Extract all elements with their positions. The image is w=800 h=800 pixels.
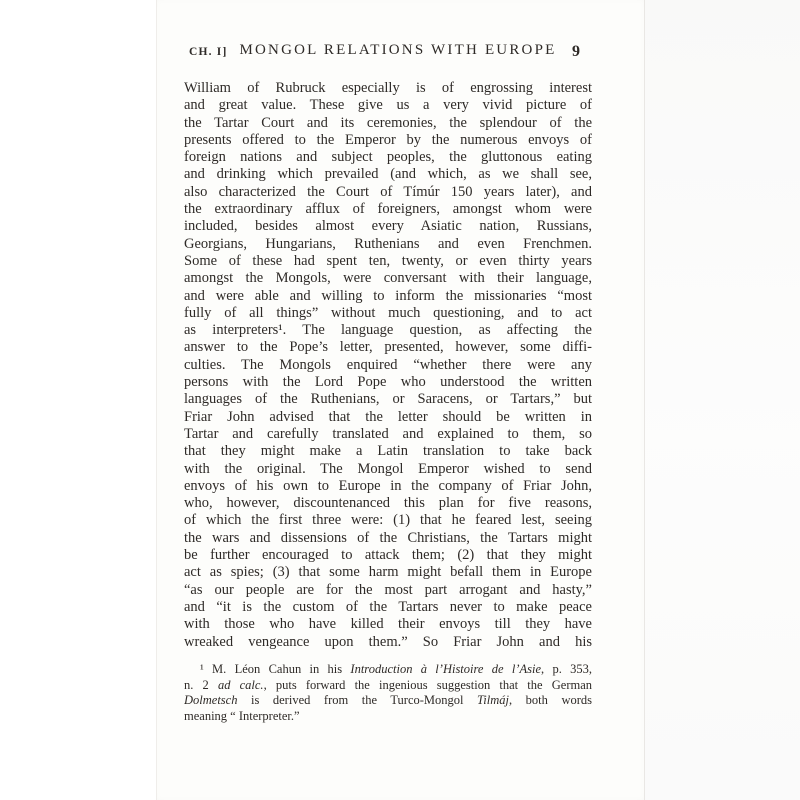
text-line: and were able and willing to inform the missionaries “most — [184, 287, 592, 304]
text-line: wreaked vengeance upon them.” So Friar John and his — [184, 633, 592, 650]
running-header — [184, 42, 592, 64]
text-line: and “it is the custom of the Tartars never to make peace — [184, 598, 592, 615]
text-line: with those who have killed their envoys till they have — [184, 616, 592, 633]
scan-background-shade — [644, 0, 800, 800]
text-line: the extraordinary afflux of foreigners, amongst whom were — [184, 201, 592, 218]
text-segment: n. 2 — [184, 677, 218, 692]
text-line: of which the first three were: (1) that he feared lest, seeing — [184, 512, 592, 529]
text-line: and great value. These give us a very vivid picture of — [184, 97, 592, 114]
footnote — [184, 662, 592, 725]
text-line — [184, 709, 592, 725]
text-line: presents offered to the Emperor by the numerous envoys of — [184, 131, 592, 148]
text-line: fully of all things” without much questioning, and to act — [184, 304, 592, 321]
italic-text-segment: Introduction à l’Histoire de l’Asie — [350, 661, 542, 676]
text-line: answer to the Pope’s letter, presented, however, some diffi- — [184, 339, 592, 356]
text-line: amongst the Mongols, were conversant with their language, — [184, 270, 592, 287]
chapter-label: CH. I] — [189, 46, 228, 58]
text-line: act as spies; (3) that some harm might befall them in Europe — [184, 564, 592, 581]
text-line: Tartar and carefully translated and explained to them, so — [184, 425, 592, 442]
page-number: 9 — [572, 43, 580, 60]
page-header-title: MONGOL RELATIONS WITH EUROPE — [239, 42, 557, 58]
text-line: Friar John advised that the letter should be written in — [184, 408, 592, 425]
page-content — [184, 42, 592, 725]
text-line: included, besides almost every Asiatic nation, Russians, — [184, 218, 592, 235]
text-segment: is derived from the Turco-Mongol — [237, 693, 478, 708]
text-line: envoys of his own to Europe in the company of Friar John, — [184, 477, 592, 494]
text-line: the wars and dissensions of the Christians, the Tartars might — [184, 529, 592, 546]
text-line: William of Rubruck especially is of engrossing interest — [184, 80, 592, 96]
text-segment: ¹ M. Léon Cahun in his — [200, 661, 351, 676]
text-segment: meaning “ Interpreter.” — [184, 709, 300, 724]
text-line: with the original. The Mongol Emperor wished to send — [184, 460, 592, 477]
text-line: Georgians, Hungarians, Ruthenians and even Frenchmen. — [184, 235, 592, 252]
italic-text-segment: Tilmáj — [477, 693, 510, 708]
text-line: also characterized the Court of Tímúr 150 years later), and — [184, 183, 592, 200]
text-line: and drinking which prevailed (and which, as we shall see, — [184, 166, 592, 183]
text-line — [184, 678, 592, 694]
text-segment: , both words — [509, 693, 592, 708]
book-page — [156, 0, 645, 800]
text-line — [184, 693, 592, 709]
text-line: “as our people are for the most part arrogant and hasty,” — [184, 581, 592, 598]
italic-text-segment: ad calc. — [217, 677, 264, 692]
text-line: who, however, discountenanced this plan for five reasons, — [184, 495, 592, 512]
text-line: culties. The Mongols enquired “whether there were any — [184, 356, 592, 373]
italic-text-segment: Dolmetsch — [184, 693, 238, 708]
text-segment: , puts forward the ingenious suggestion that the German — [263, 677, 592, 692]
text-line: as interpreters¹. The language question, as affecting the — [184, 322, 592, 339]
text-line — [184, 662, 592, 678]
text-line: Some of these had spent ten, twenty, or even thirty years — [184, 252, 592, 269]
text-line: that they might make a Latin translation to take back — [184, 443, 592, 460]
text-segment: , p. 353, — [541, 661, 592, 676]
text-line: foreign nations and subject peoples, the gluttonous eating — [184, 149, 592, 166]
text-line: be further encouraged to attack them; (2) that they might — [184, 547, 592, 564]
text-line: the Tartar Court and its ceremonies, the splendour of the — [184, 114, 592, 131]
body-text — [184, 80, 592, 651]
text-line: persons with the Lord Pope who understood the written — [184, 374, 592, 391]
text-line: languages of the Ruthenians, or Saracens, or Tartars,” but — [184, 391, 592, 408]
